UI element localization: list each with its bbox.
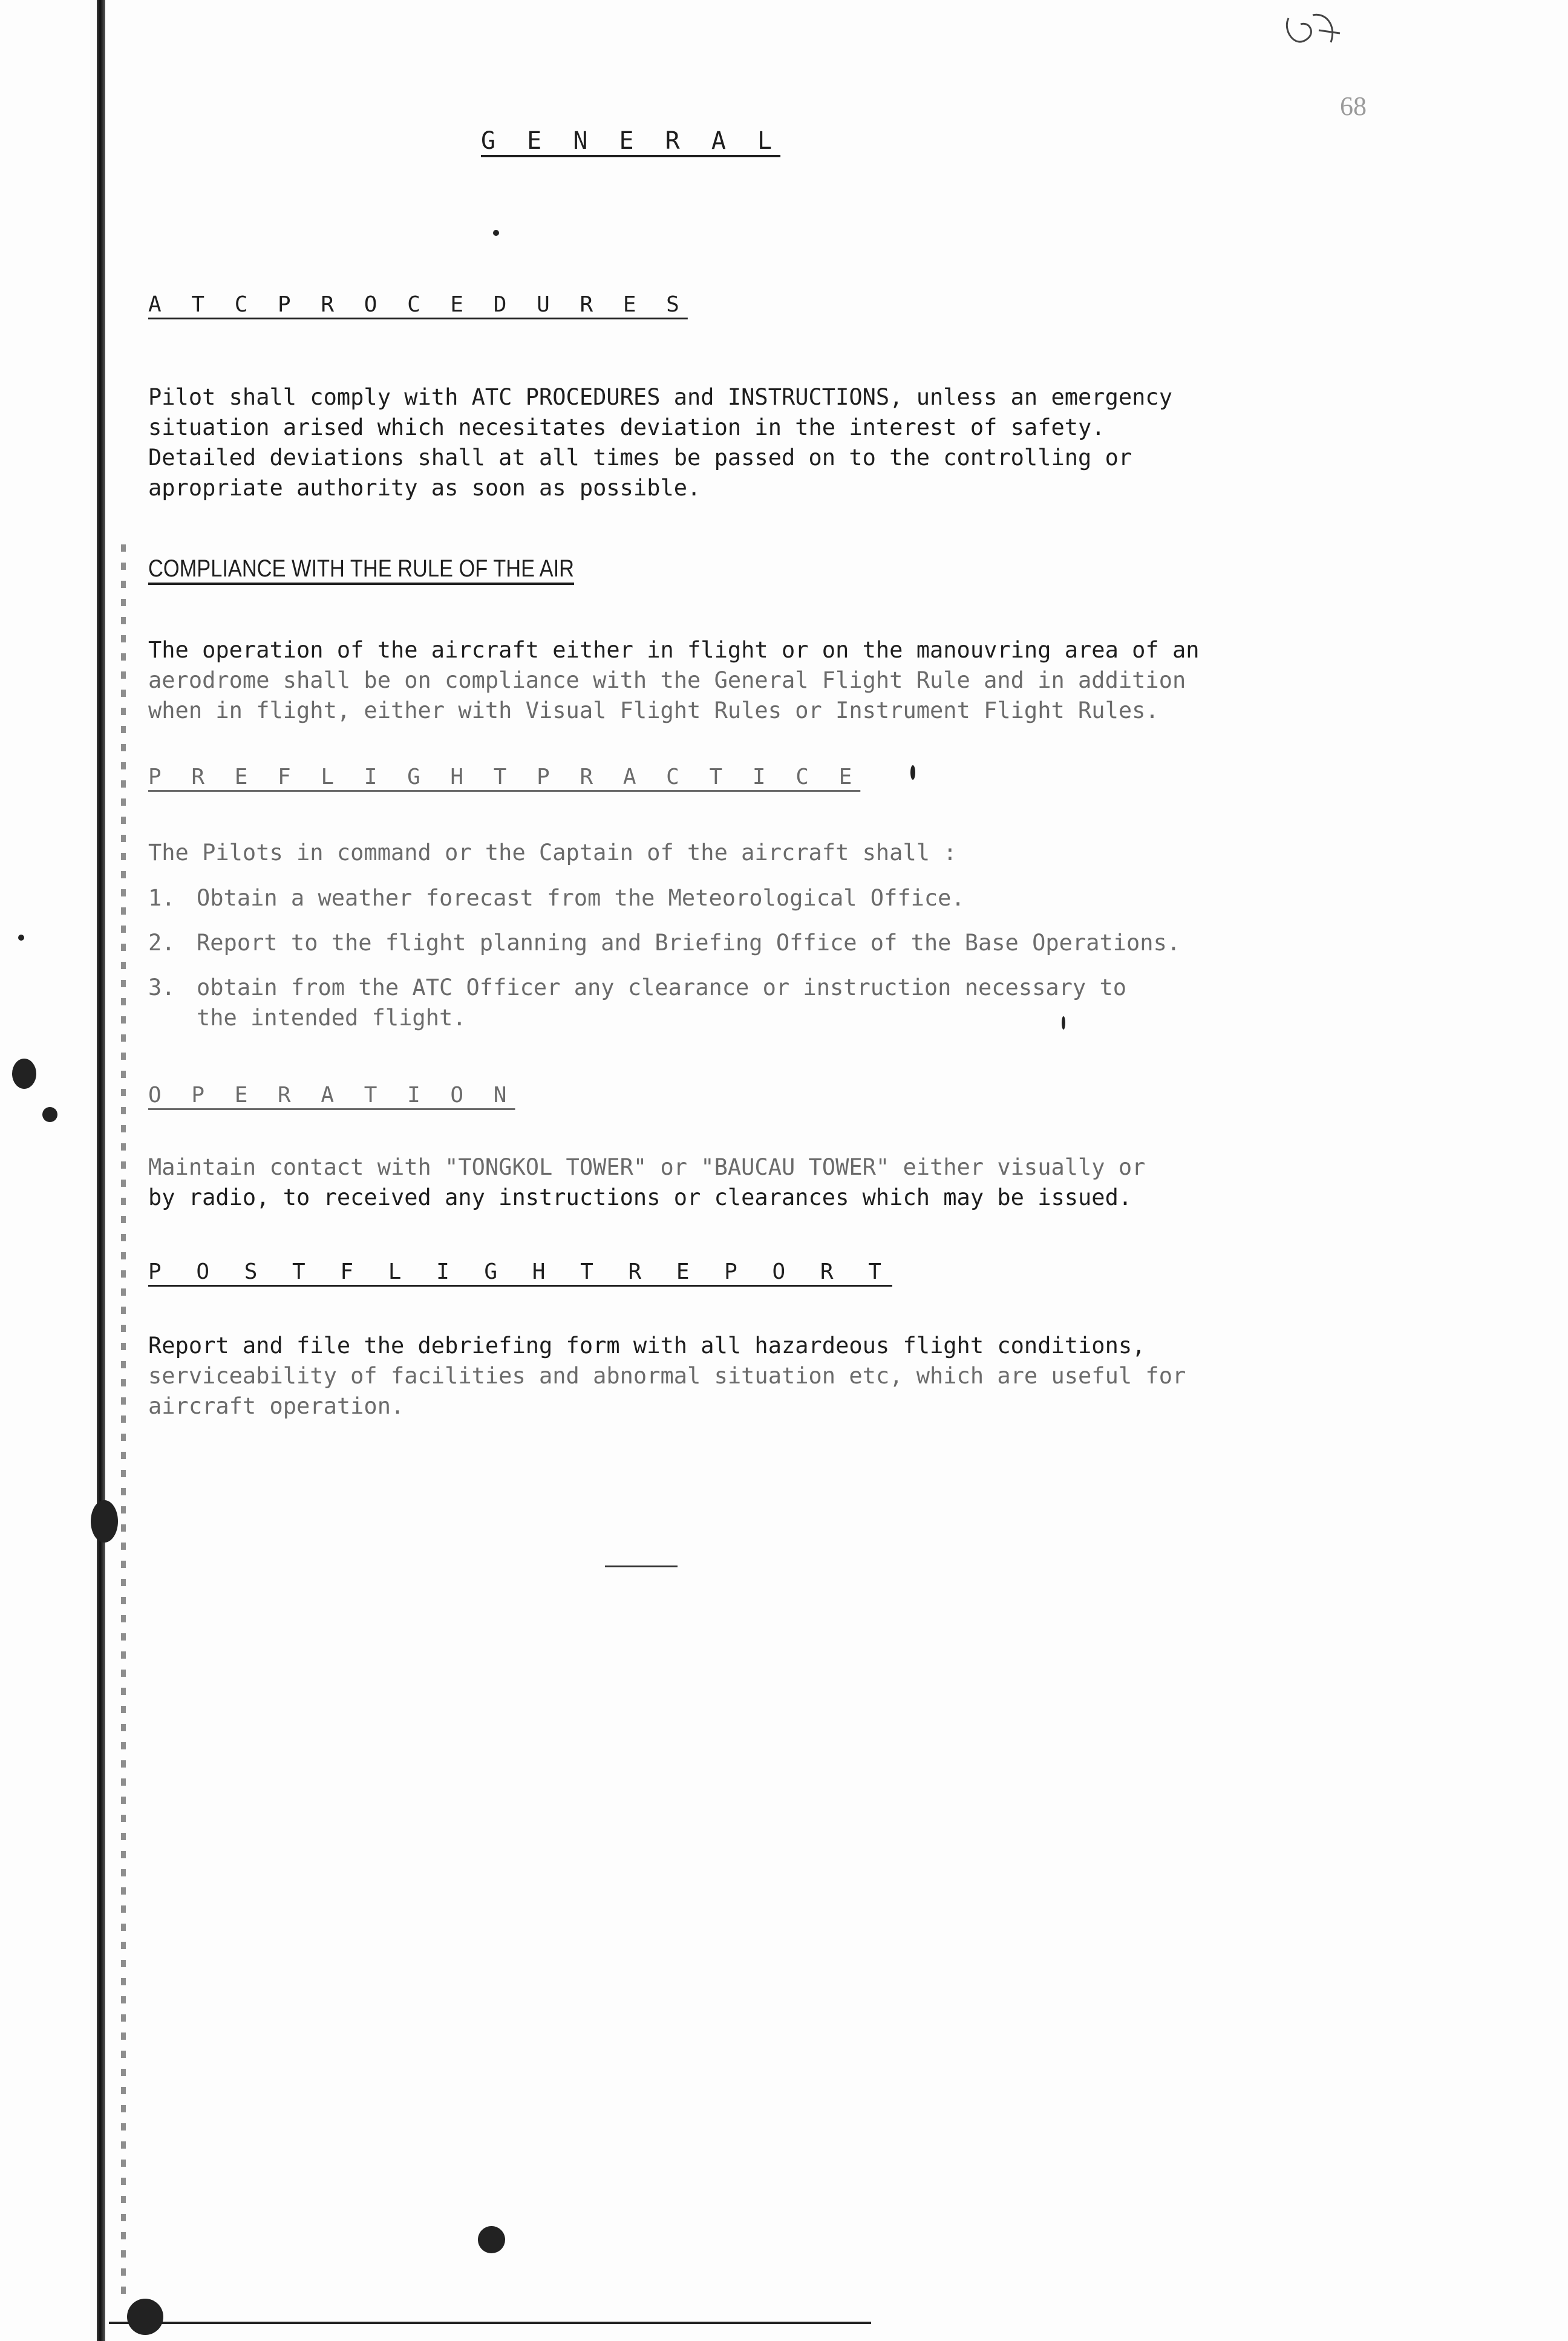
handwritten-folio-mark xyxy=(1276,6,1349,60)
section-heading-preflight-practice: P R E F L I G H T P R A C T I C E xyxy=(148,765,861,789)
preflight-intro: The Pilots in command or the Captain of the aircraft shall : xyxy=(148,840,957,866)
operation-paragraph xyxy=(148,1152,1358,1213)
paragraph-line: Detailed deviations shall at all times be passed on to the controlling or xyxy=(148,445,1132,471)
paragraph-line: apropriate authority as soon as possible. xyxy=(148,475,701,501)
page-number: 68 xyxy=(1340,91,1367,121)
binding-edge xyxy=(97,0,105,2341)
end-rule xyxy=(605,1566,678,1567)
paragraph-line: aerodrome shall be on compliance with the General Flight Rule and in addition xyxy=(148,667,1186,693)
section-heading-post-flight-report: P O S T F L I G H T R E P O R T xyxy=(148,1259,892,1284)
paragraph-line: when in flight, either with Visual Flight Rules or Instrument Flight Rules. xyxy=(148,697,1159,723)
scan-speck xyxy=(910,765,915,780)
list-item-text: obtain from the ATC Officer any clearance or instruction necessary to xyxy=(197,975,1127,1001)
list-item-text: Report to the flight planning and Briefing Office of the Base Operations. xyxy=(197,930,1181,956)
list-item-text: Obtain a weather forecast from the Meteorological Office. xyxy=(197,885,965,911)
paragraph-line: Report and file the debriefing form with all hazardeous flight conditions, xyxy=(148,1333,1146,1359)
scan-speck xyxy=(12,1059,36,1089)
section-heading-compliance: COMPLIANCE WITH THE RULE OF THE AIR xyxy=(148,555,575,582)
list-item-number: 2. xyxy=(148,930,175,956)
binding-stitch-marks xyxy=(121,544,126,2299)
list-item-number: 1. xyxy=(148,885,175,911)
scan-speck xyxy=(1062,1016,1065,1030)
section-heading-operation: O P E R A T I O N xyxy=(148,1083,515,1108)
paragraph-line: Maintain contact with "TONGKOL TOWER" or "BAUCAU TOWER" either visually or xyxy=(148,1154,1146,1180)
paragraph-line: Pilot shall comply with ATC PROCEDURES and INSTRUCTIONS, unless an emergency xyxy=(148,384,1172,410)
paragraph-line: situation arised which necesitates deviation in the interest of safety. xyxy=(148,414,1105,440)
section-heading-atc-procedures: A T C P R O C E D U R E S xyxy=(148,292,688,317)
post-flight-paragraph xyxy=(148,1331,1358,1422)
list-item xyxy=(148,883,965,913)
atc-procedures-paragraph xyxy=(148,382,1358,503)
bottom-rule xyxy=(109,2322,871,2324)
scan-speck xyxy=(42,1107,57,1122)
list-item-number: 3. xyxy=(148,975,175,1001)
scan-speck xyxy=(493,230,499,236)
scan-speck xyxy=(127,2299,163,2335)
paragraph-line: serviceability of facilities and abnormal situation etc, which are useful for xyxy=(148,1363,1186,1389)
paragraph-line: by radio, to received any instructions or clearances which may be issued. xyxy=(148,1184,1132,1210)
list-item xyxy=(148,928,1180,958)
scan-speck xyxy=(478,2226,505,2253)
scan-speck xyxy=(18,935,24,941)
scan-speck xyxy=(91,1500,118,1543)
list-item xyxy=(148,973,1126,1033)
paragraph-line: aircraft operation. xyxy=(148,1393,405,1419)
list-item-text: the intended flight. xyxy=(197,1005,466,1031)
page-title: G E N E R A L xyxy=(481,127,781,155)
compliance-paragraph xyxy=(148,635,1358,726)
paragraph-line: The operation of the aircraft either in flight or on the manouvring area of an xyxy=(148,637,1200,663)
